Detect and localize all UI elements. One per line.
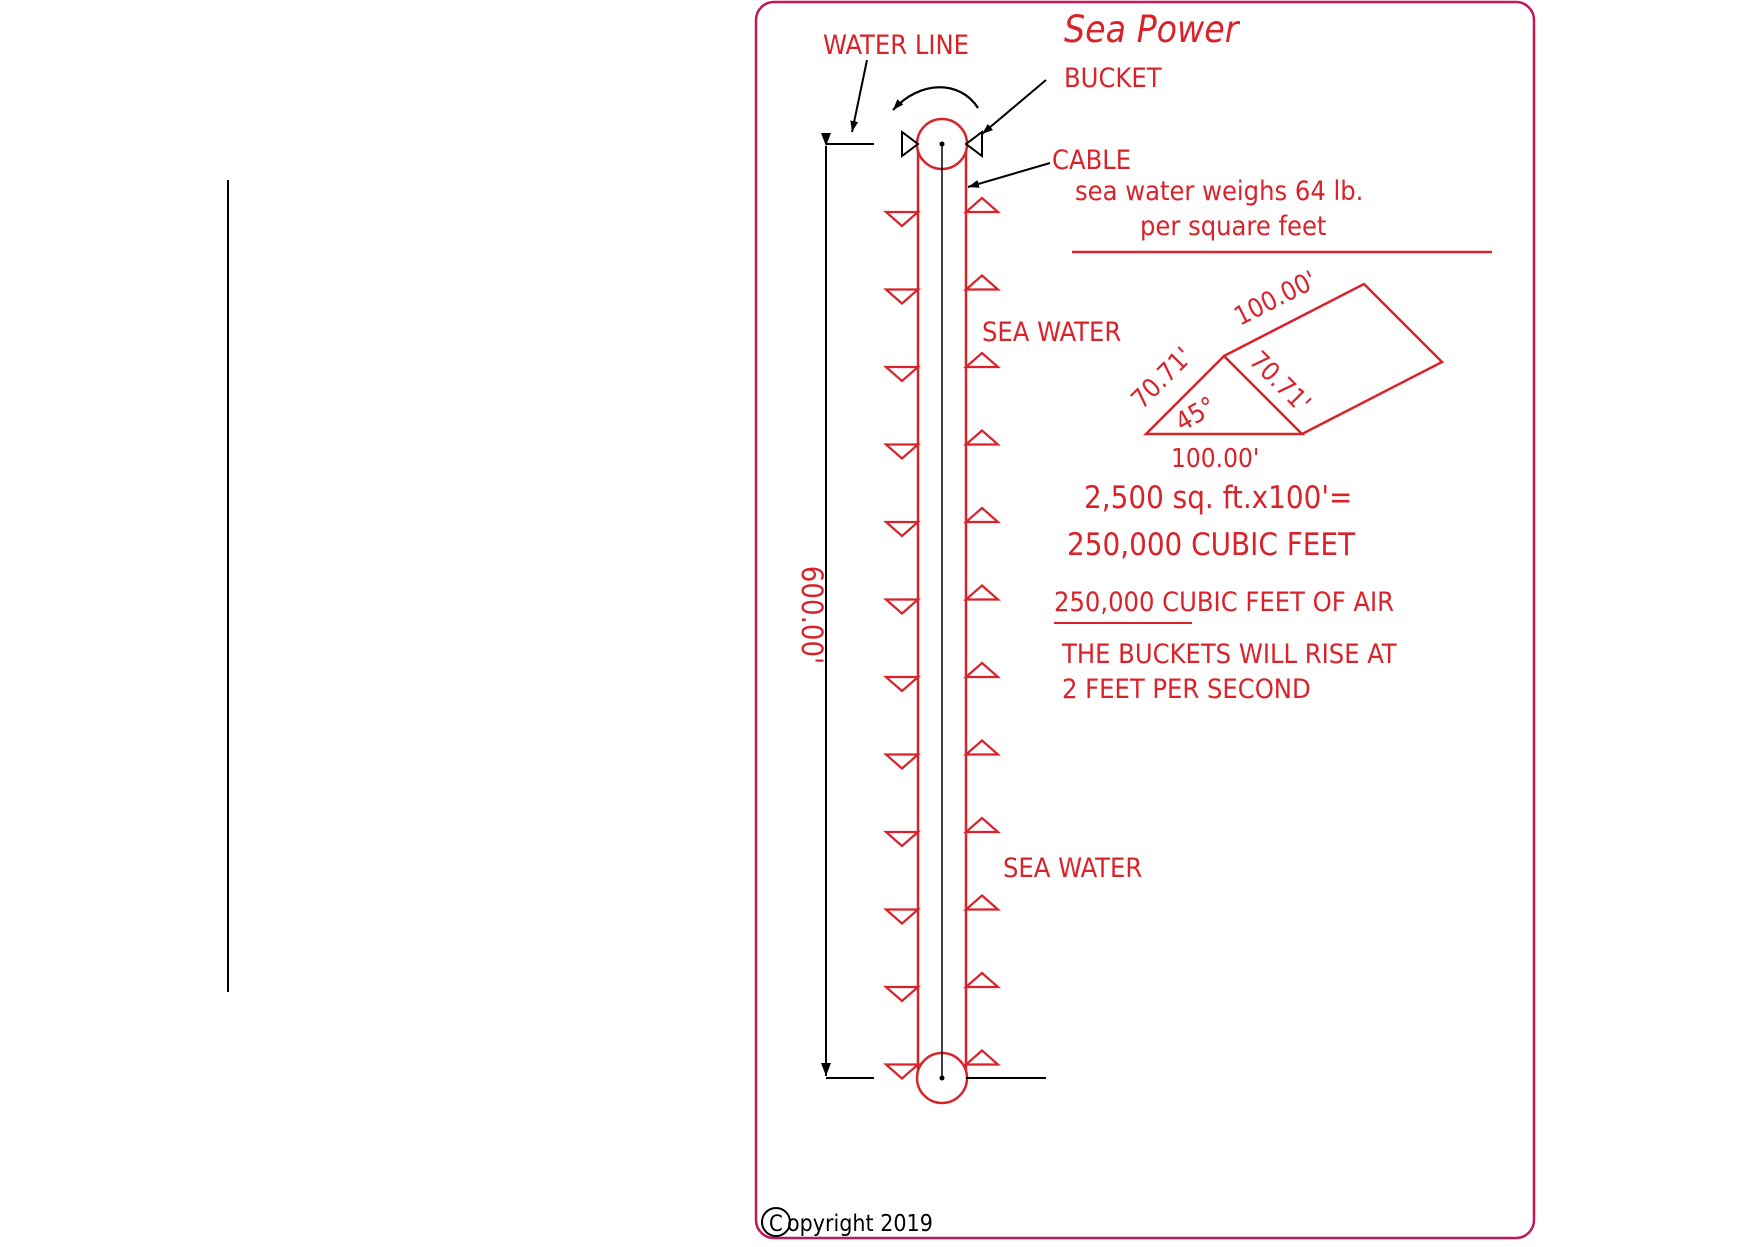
weight-note-line2: per square feet bbox=[1140, 211, 1327, 242]
bucket-right-10 bbox=[966, 896, 998, 910]
bucket-right-1 bbox=[966, 198, 998, 212]
bucket-label: BUCKET bbox=[1064, 63, 1162, 94]
cable-leader bbox=[968, 163, 1050, 187]
bucket-right-6 bbox=[966, 586, 998, 600]
bucket-right-12 bbox=[966, 1051, 998, 1065]
prism-angle-label: 45° bbox=[1170, 391, 1222, 439]
prism-base-label: 100.00' bbox=[1171, 444, 1260, 474]
bucket-left-5 bbox=[886, 522, 918, 536]
bucket-left-2 bbox=[886, 290, 918, 304]
cable-loop bbox=[917, 119, 967, 1103]
bucket-left-3 bbox=[886, 367, 918, 381]
copyright-text: opyright 2019 bbox=[787, 1211, 933, 1237]
air-note: 250,000 CUBIC FEET OF AIR bbox=[1054, 587, 1395, 618]
bucket-right-2 bbox=[966, 276, 998, 290]
prism-length-label: 100.00' bbox=[1229, 265, 1322, 333]
rotation-arrow bbox=[893, 87, 978, 110]
bucket-right-9 bbox=[966, 818, 998, 832]
cable-label: CABLE bbox=[1052, 145, 1132, 176]
left-buckets bbox=[886, 212, 918, 1079]
copyright-symbol: C bbox=[769, 1212, 783, 1237]
bucket-left-12 bbox=[886, 1065, 918, 1079]
top-bucket-right bbox=[966, 132, 982, 156]
bucket-right-11 bbox=[966, 973, 998, 987]
bucket-left-7 bbox=[886, 677, 918, 691]
bucket-left-4 bbox=[886, 445, 918, 459]
rise-note-line2: 2 FEET PER SECOND bbox=[1062, 674, 1311, 705]
weight-note-line1: sea water weighs 64 lb. bbox=[1075, 176, 1364, 207]
sea-water-label-top: SEA WATER bbox=[982, 317, 1122, 348]
bucket-left-6 bbox=[886, 600, 918, 614]
prism-hyp-right-label: 70.71' bbox=[1243, 345, 1317, 419]
sea-water-label-bottom: SEA WATER bbox=[1003, 853, 1143, 884]
bucket-right-4 bbox=[966, 431, 998, 445]
area-formula: 2,500 sq. ft.x100'= bbox=[1084, 480, 1353, 516]
depth-label: 600.00' bbox=[795, 565, 829, 665]
bucket-right-8 bbox=[966, 741, 998, 755]
top-bucket-left bbox=[902, 132, 918, 156]
rise-note-line1: THE BUCKETS WILL RISE AT bbox=[1062, 639, 1397, 670]
prism-hyp-left-label: 70.71' bbox=[1125, 341, 1199, 415]
bucket-leader bbox=[982, 80, 1046, 134]
bucket-left-8 bbox=[886, 755, 918, 769]
bucket-left-10 bbox=[886, 910, 918, 924]
bucket-left-1 bbox=[886, 212, 918, 226]
water-line-label: WATER LINE bbox=[823, 30, 970, 61]
title: Sea Power bbox=[1064, 8, 1239, 51]
water-line-leader bbox=[852, 60, 867, 132]
volume-note: 250,000 CUBIC FEET bbox=[1067, 527, 1356, 563]
bucket-right-3 bbox=[966, 353, 998, 367]
bucket-right-7 bbox=[966, 663, 998, 677]
bucket-right-5 bbox=[966, 508, 998, 522]
bucket-left-9 bbox=[886, 832, 918, 846]
bucket-left-11 bbox=[886, 987, 918, 1001]
